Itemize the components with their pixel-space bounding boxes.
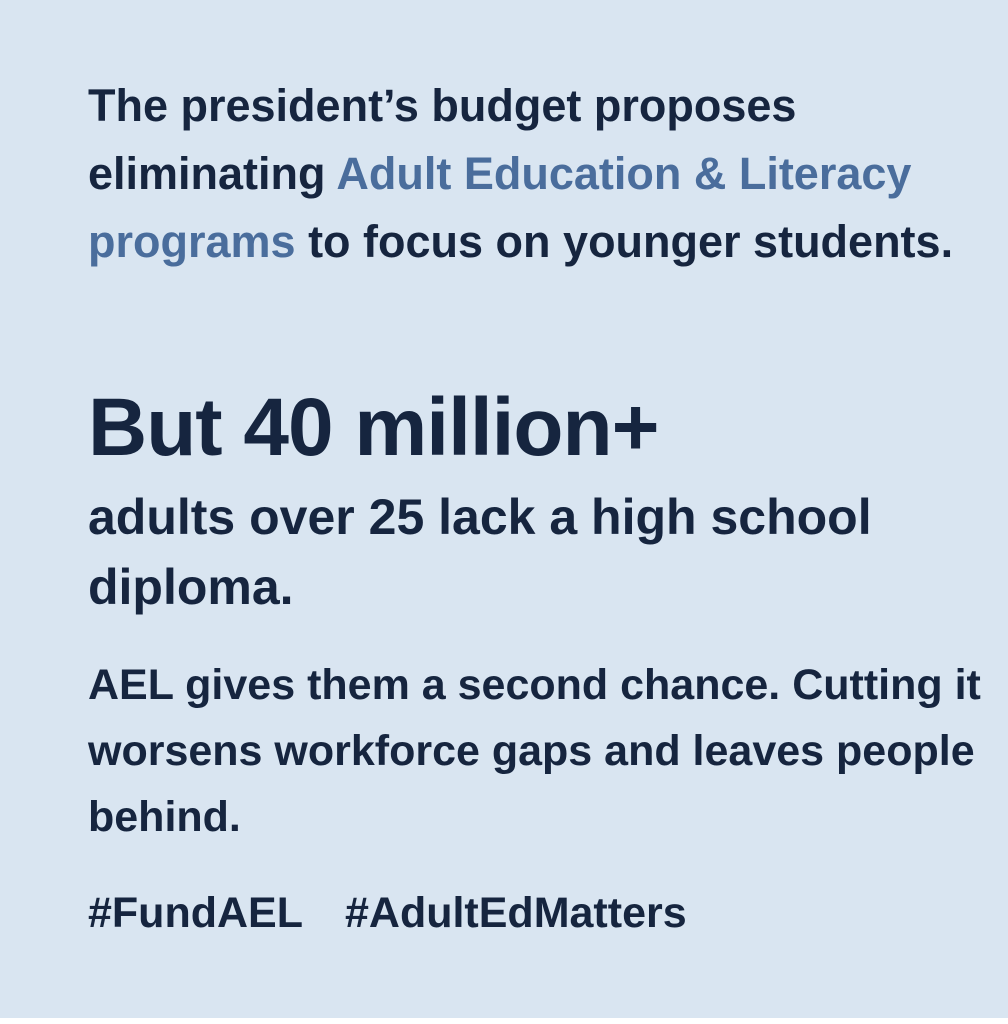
bottom-border — [0, 1018, 1008, 1024]
headline-statistic: But 40 million+ — [88, 382, 659, 473]
hashtag-row — [88, 880, 687, 946]
intro-paragraph — [88, 72, 968, 276]
program-name-highlight: Adult Education & Literacy programs — [88, 148, 912, 267]
hashtag-adult-ed-matters[interactable]: #AdultEdMatters — [344, 889, 687, 937]
hashtag-fund-ael[interactable]: #FundAEL — [88, 889, 303, 937]
intro-text-start: The president’s budget proposes eliminating — [88, 80, 797, 199]
stat-line: adults over 25 lack a high school diploma. — [88, 489, 872, 615]
intro-text-end: to focus on younger students. — [295, 216, 954, 267]
closing-paragraph: AEL gives them a second chance. Cutting it worsens workforce gaps and leaves people behind. — [88, 661, 981, 841]
statistic-description — [88, 482, 968, 622]
